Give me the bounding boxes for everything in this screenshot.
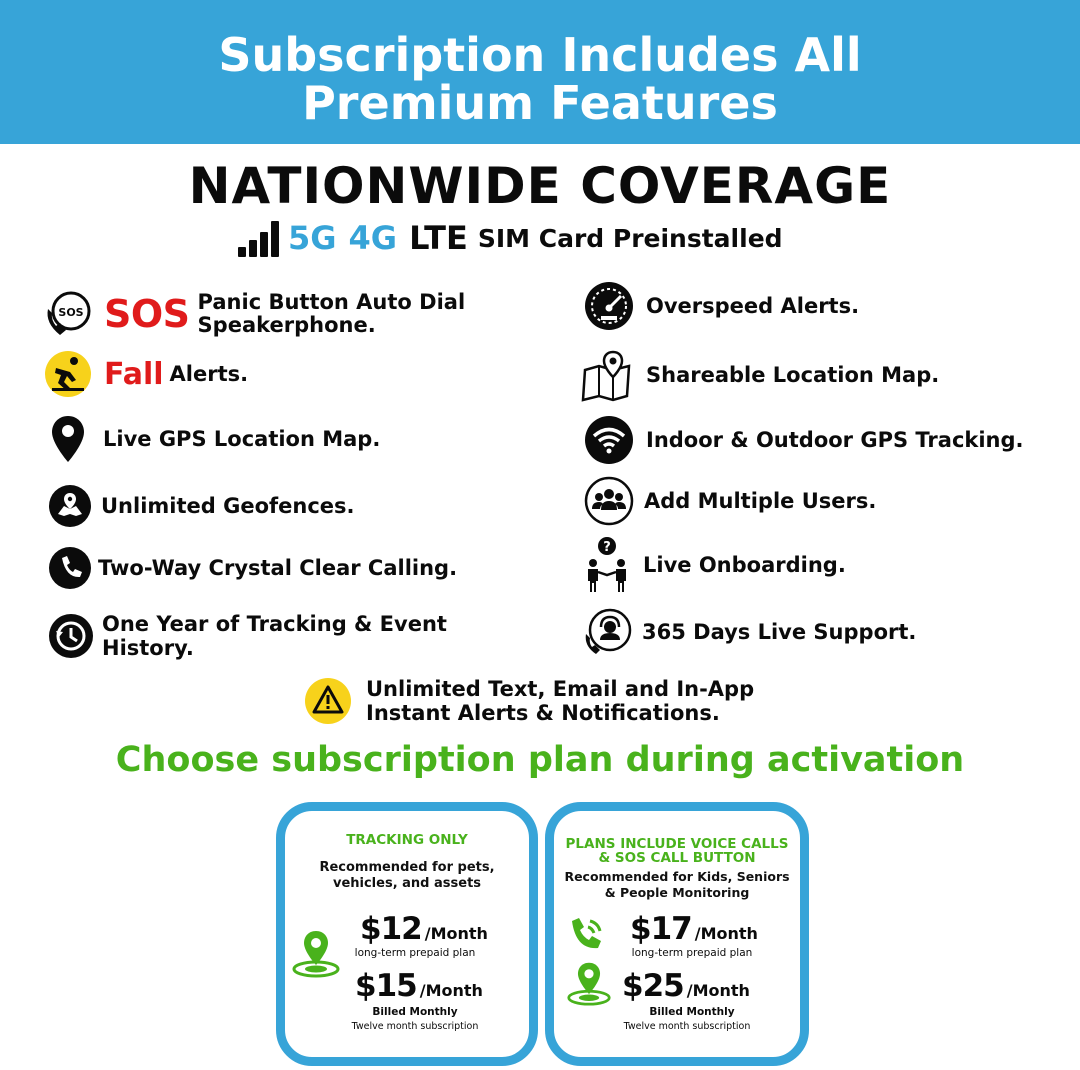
plan1-price-monthly: $15 [355,968,417,1004]
feature-multiple-users [584,476,876,526]
network-lte: LTE [409,219,468,257]
plan2-billed-monthly: Billed Monthly [649,1006,735,1018]
feature-geofences [48,484,355,528]
plan1-rec-line2: vehicles, and assets [332,876,482,891]
history-clock-icon [48,613,94,659]
support-headset-icon [584,608,632,656]
feature-shareable-map [581,348,939,402]
signal-bars-icon [238,219,282,257]
plan2-per-prepaid: /Month [694,924,758,943]
plan2-phone-icon [566,915,606,959]
overspeed-text: Overspeed Alerts. [646,294,860,318]
alerts-text-line2: Instant Alerts & Notifications. [366,701,720,725]
header-banner [0,0,1080,144]
plan2-note-prepaid: long-term prepaid plan [631,947,753,959]
plan2-price-prepaid: $17 [630,911,692,947]
feature-alerts [304,677,754,725]
history-text-line2: History. [102,636,194,660]
phone-icon [48,546,92,590]
network-4g: 4G [348,219,398,257]
plan2-rec-line1: Recommended for Kids, Seniors [564,869,790,884]
plan1-rec-line1: Recommended for pets, [319,860,495,875]
feature-onboarding [584,536,846,594]
sos-label: SOS [104,292,190,336]
sos-text-line2: Speakerphone. [197,313,376,337]
choose-plan-heading: Choose subscription plan during activation [115,740,965,780]
plan1-heading: TRACKING ONLY [346,832,468,848]
coverage-title: NATIONWIDE COVERAGE [188,157,892,215]
history-text-line1: One Year of Tracking & Event [102,612,447,636]
wifi-icon [584,415,634,465]
plan-card-voice [545,802,809,1066]
indoor-outdoor-text: Indoor & Outdoor GPS Tracking. [646,428,1024,452]
plan2-heading-line1: PLANS INCLUDE VOICE CALLS [565,836,789,852]
sos-text-line1: Panic Button Auto Dial [197,290,466,314]
onboarding-text: Live Onboarding. [643,553,846,577]
map-pin-icon [581,348,635,402]
plan1-per-monthly: /Month [419,981,483,1000]
feature-live-support [584,608,916,656]
sim-card-text: SIM Card Preinstalled [477,223,783,253]
plan2-price-monthly: $25 [622,968,684,1004]
plan2-per-monthly: /Month [686,981,750,1000]
plan1-per-prepaid: /Month [424,924,488,943]
geofences-text: Unlimited Geofences. [101,494,355,518]
plan1-location-icon [291,927,341,983]
calling-text: Two-Way Crystal Clear Calling. [98,556,458,580]
geofence-map-icon [48,484,92,528]
feature-history [48,612,447,660]
feature-indoor-outdoor [584,415,1024,465]
feature-fall [44,350,248,398]
shareable-map-text: Shareable Location Map. [646,363,940,387]
sos-phone-icon [44,289,98,339]
onboarding-icon [584,536,630,594]
location-pin-icon [50,414,86,464]
plan1-price-prepaid: $12 [360,911,422,947]
feature-overspeed [584,281,859,331]
feature-live-gps [50,414,380,464]
plan2-rec-line2: & People Monitoring [604,885,750,900]
plan-card-tracking [276,802,538,1066]
fall-text: Alerts. [169,362,249,386]
plan2-twelve-month: Twelve month subscription [623,1021,751,1032]
multiple-users-text: Add Multiple Users. [644,489,877,513]
plan2-heading-line2: & SOS CALL BUTTON [598,850,756,866]
speedometer-icon [584,281,634,331]
plan2-location-icon [566,959,612,1011]
feature-sos [44,289,465,339]
svg-text:?: ? [603,540,611,555]
network-5g: 5G [288,219,337,257]
fall-label: Fall [104,356,164,392]
alerts-text-line1: Unlimited Text, Email and In-App [366,677,755,701]
users-group-icon [584,476,634,526]
feature-calling [48,546,457,590]
banner-title-line1: Subscription Includes All [218,28,862,82]
svg-text:SOS: SOS [58,306,84,319]
network-info [238,216,783,260]
plan1-note-prepaid: long-term prepaid plan [354,947,476,959]
banner-title-line2: Premium Features [302,76,778,130]
plan1-twelve-month: Twelve month subscription [351,1021,479,1032]
live-gps-text: Live GPS Location Map. [103,427,381,451]
fall-alert-icon [44,350,92,398]
live-support-text: 365 Days Live Support. [642,620,917,644]
plan1-billed-monthly: Billed Monthly [372,1006,458,1018]
warning-icon [304,677,352,725]
